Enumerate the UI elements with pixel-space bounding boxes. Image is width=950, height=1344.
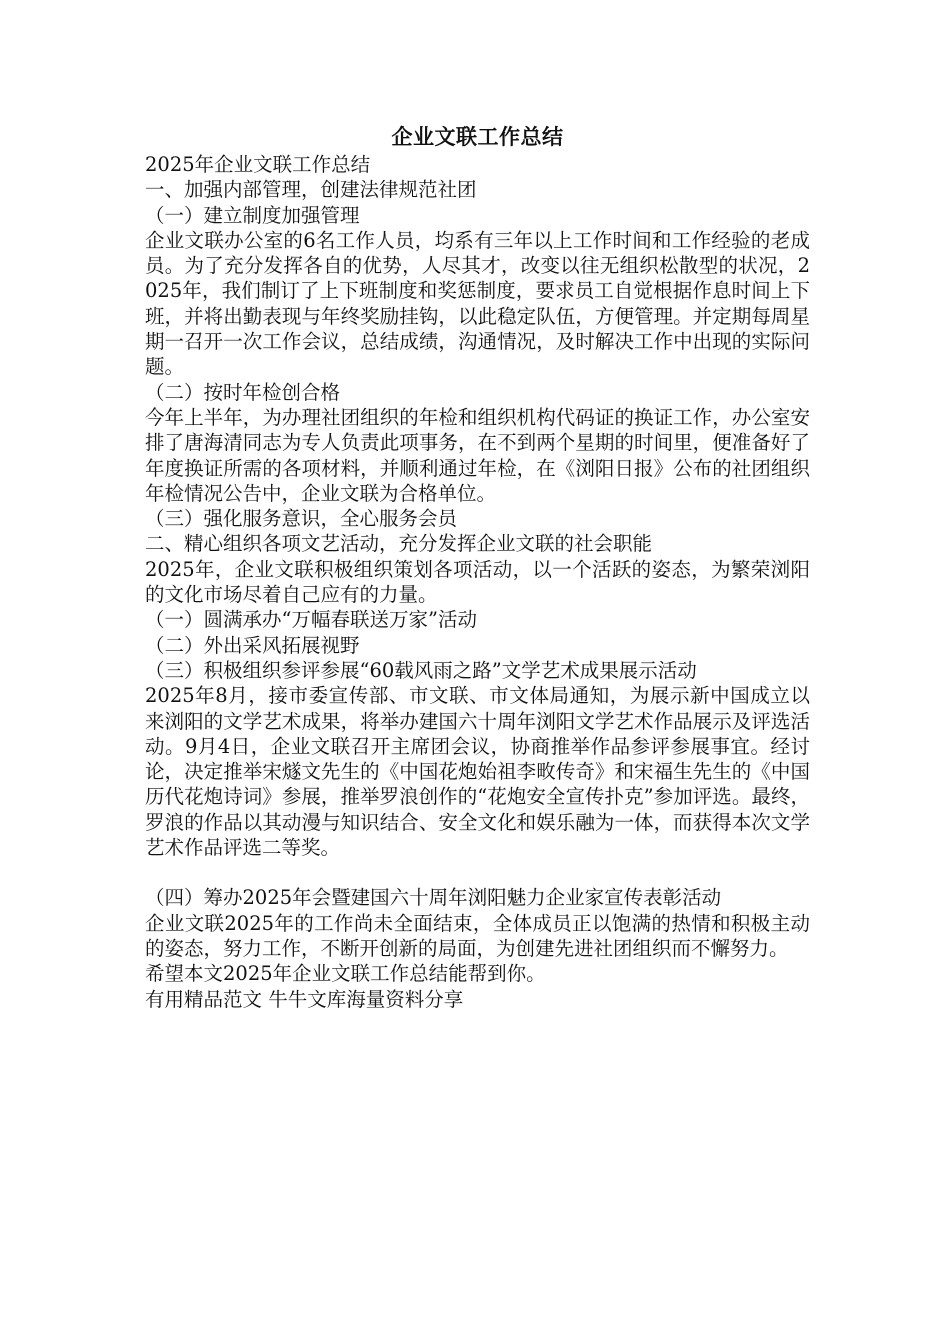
section2-sub3-heading: （三）积极组织参评参展“60载风雨之路”文学艺术成果展示活动 [145,658,697,682]
blank-line [145,860,810,885]
footer-wish: 希望本文2025年企业文联工作总结能帮到你。 [145,962,546,986]
section1-sub2-paragraph: 今年上半年，为办理社团组织的年检和组织机构代码证的换证工作，办公室安排了唐海清同志为专人负责此项事务，在不到两个星期的时间里，便准备好了年度换证所需的各项材料，并顺利通过年检，在《浏阳日报》公布的社团组织年检情况公告中，企业文联为合格单位。 [145,405,810,505]
section1-sub2-heading: （二）按时年检创合格 [145,380,341,404]
section1-sub1-paragraph: 企业文联办公室的6名工作人员，均系有三年以上工作时间和工作经验的老成员。为了充分发挥各自的优势，人尽其才，改变以往无组织松散型的状况，2025年，我们制订了上下班制度和奖惩制度，要求员工自觉根据作息时间上下班，并将出勤表现与年终奖励挂钩，以此稳定队伍，方便管理。并定期每周星期一召开一次工作会议，总结成绩，沟通情况，及时解决工作中出现的实际问题。 [145,228,810,379]
closing-paragraph: 企业文联2025年的工作尚未全面结束，全体成员正以饱满的热情和积极主动的姿态，努力工作，不断开创新的局面，为创建先进社团组织而不懈努力。 [145,911,810,960]
section1-sub1-heading: （一）建立制度加强管理 [145,203,360,227]
section1-sub3-heading: （三）强化服务意识，全心服务会员 [145,507,458,531]
section2-heading: 二、精心组织各项文艺活动，充分发挥企业文联的社会职能 [145,532,653,556]
section1-heading: 一、加强内部管理，创建法律规范社团 [145,178,477,202]
section2-sub2-heading: （二）外出采风拓展视野 [145,633,360,657]
footer-source: 有用精品范文 牛牛文库海量资料分享 [145,987,464,1011]
section2-intro-paragraph: 2025年，企业文联积极组织策划各项活动，以一个活跃的姿态，为繁荣浏阳的文化市场尽着自己应有的力量。 [145,557,810,607]
document-title: 企业文联工作总结 [391,124,564,149]
document-subtitle: 2025年企业文联工作总结 [145,153,371,176]
section2-sub3-paragraph: 2025年8月，接市委宣传部、市文联、市文体局通知，为展示新中国成立以来浏阳的文学艺术成果，将举办建国六十周年浏阳文学艺术作品展示及评选活动。9月4日，企业文联召开主席团会议，协商推举作品参评参展事宜。经讨论，决定推举宋燧文先生的《中国花炮始祖李畋传奇》和宋福生先生的《中国历代花炮诗词》参展，推举罗浪创作的“花炮安全宣传扑克”参加评选。最终，罗浪的作品以其动漫与知识结合、安全文化和娱乐融为一体，而获得本次文学艺术作品评选二等奖。 [145,684,810,860]
section2-sub4-heading: （四）筹办2025年会暨建国六十周年浏阳魅力企业家宣传表彰活动 [145,886,722,910]
document-page [145,122,810,1012]
section2-sub1-heading: （一）圆满承办“万幅春联送万家”活动 [145,608,477,632]
